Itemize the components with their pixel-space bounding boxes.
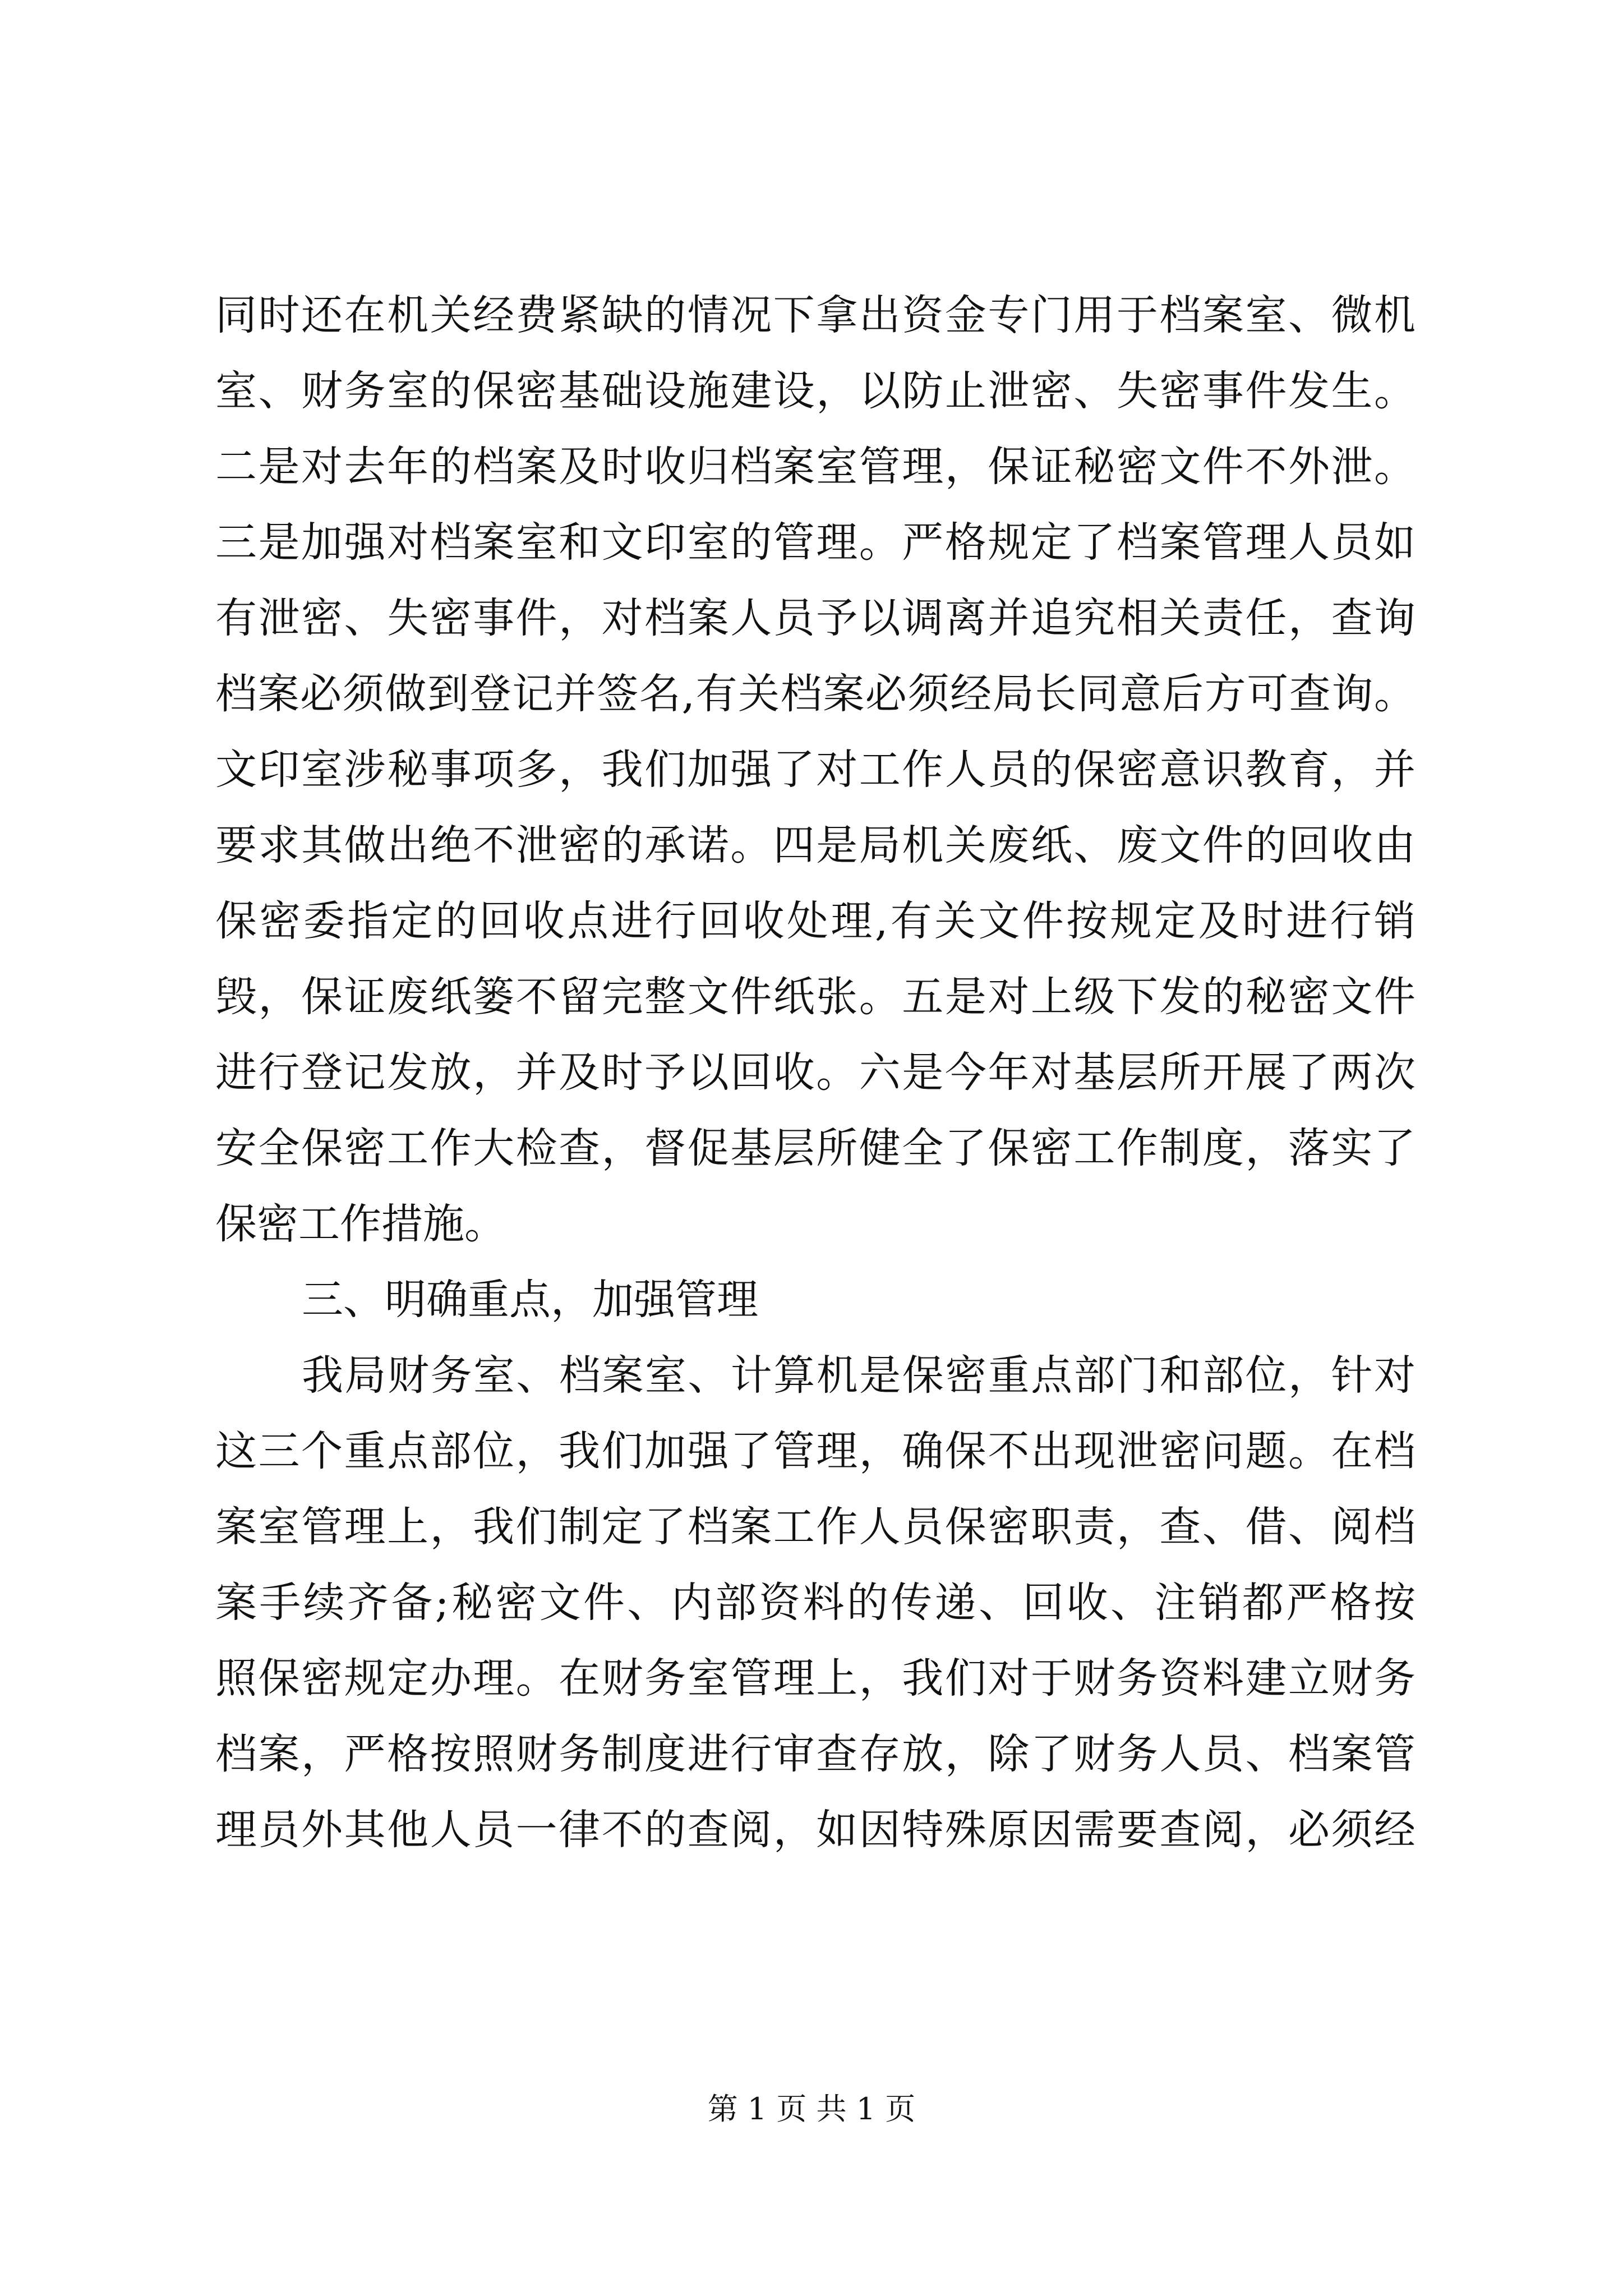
text-line: 保密委指定的回收点进行回收处理,有关文件按规定及时进行销 xyxy=(215,897,1415,945)
text-line: 毁，保证废纸篓不留完整文件纸张。五是对上级下发的秘密文件 xyxy=(215,973,1415,1021)
page-footer: 第 1 页 共 1 页 xyxy=(707,2091,916,2127)
text-line: 档案必须做到登记并签名,有关档案必须经局长同意后方可查询。 xyxy=(215,670,1415,718)
text-line: 要求其做出绝不泄密的承诺。四是局机关废纸、废文件的回收由 xyxy=(215,821,1415,869)
text-line: 这三个重点部位，我们加强了管理，确保不出现泄密问题。在档 xyxy=(215,1427,1415,1475)
text-line: 文印室涉秘事项多，我们加强了对工作人员的保密意识教育，并 xyxy=(215,746,1415,794)
text-line: 室、财务室的保密基础设施建设，以防止泄密、失密事件发生。 xyxy=(215,367,1415,415)
text-line: 理员外其他人员一律不的查阅，如因特殊原因需要查阅，必须经 xyxy=(215,1806,1415,1854)
text-line: 档案，严格按照财务制度进行审查存放，除了财务人员、档案管 xyxy=(215,1730,1415,1778)
body-text xyxy=(215,278,1415,1868)
section-heading: 三、明确重点，加强管理 xyxy=(302,1276,758,1324)
text-line: 案室管理上，我们制定了档案工作人员保密职责，查、借、阅档 xyxy=(215,1503,1415,1551)
text-line: 案手续齐备;秘密文件、内部资料的传递、回收、注销都严格按 xyxy=(215,1579,1415,1627)
text-line: 安全保密工作大检查，督促基层所健全了保密工作制度，落实了 xyxy=(215,1124,1415,1172)
text-line: 保密工作措施。 xyxy=(215,1200,506,1248)
text-line: 二是对去年的档案及时收归档案室管理，保证秘密文件不外泄。 xyxy=(215,443,1415,491)
text-line: 三是加强对档案室和文印室的管理。严格规定了档案管理人员如 xyxy=(215,518,1415,567)
text-line: 有泄密、失密事件，对档案人员予以调离并追究相关责任，查询 xyxy=(215,594,1415,642)
text-line: 照保密规定办理。在财务室管理上，我们对于财务资料建立财务 xyxy=(215,1654,1415,1703)
text-line: 进行登记发放，并及时予以回收。六是今年对基层所开展了两次 xyxy=(215,1048,1415,1097)
text-line: 我局财务室、档案室、计算机是保密重点部门和部位，针对 xyxy=(302,1351,1415,1400)
text-line: 同时还在机关经费紧缺的情况下拿出资金专门用于档案室、微机 xyxy=(215,291,1415,339)
